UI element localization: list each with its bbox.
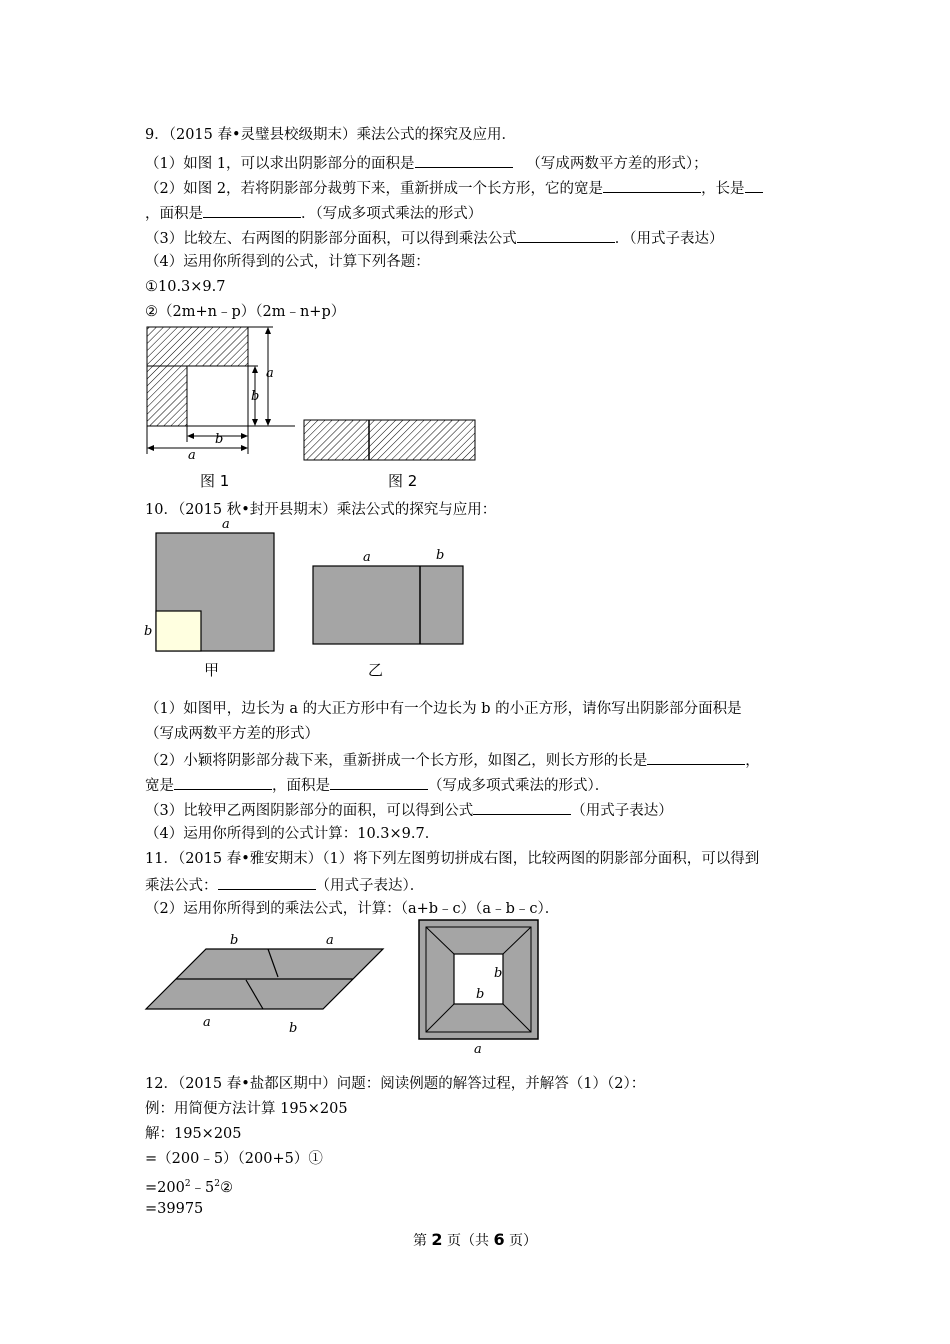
q9-calc2: ②（2m+n﹣p）（2m﹣n+p） (145, 304, 346, 320)
fig1-label-b-bottom: b (215, 432, 224, 447)
q9-figures (140, 322, 500, 492)
q10-part2-comma: ， (745, 753, 760, 769)
frame-label-b-bottom: b (476, 987, 485, 1002)
frame-label-a: a (474, 1042, 482, 1057)
page-footer (0, 1230, 950, 1250)
parallelogram-label-a: a (326, 933, 334, 948)
q10-part2 (145, 749, 760, 771)
q9-part2-text: （2）如图 2，若将阴影部分裁剪下来，重新拼成一个长方形，它的宽是 (145, 181, 604, 197)
q12-step2-base1: =200 (145, 1179, 185, 1196)
fig-yi-rectangle (313, 566, 463, 644)
answer-blank (415, 152, 513, 168)
fig-yi-label-b: b (436, 548, 445, 563)
q10-figures (140, 515, 480, 679)
q12-example: 例：用简便方法计算 195×205 (145, 1101, 348, 1117)
current-page-number: 2 (431, 1230, 443, 1249)
q9-part2-cont (145, 202, 482, 224)
q9-heading: 9．（2015 春•灵璧县校级期末）乘法公式的探究及应用． (145, 127, 517, 143)
q9-part2 (145, 177, 763, 199)
parallelogram-label-a-bottom: a (203, 1015, 211, 1030)
q11-part2: （2）运用你所得到的乘法公式，计算：（a+b﹣c）（a﹣b﹣c）． (145, 901, 560, 917)
frame-label-b-right: b (494, 966, 503, 981)
fig1-caption: 图 1 (200, 472, 230, 490)
answer-blank (330, 774, 428, 790)
answer-blank (174, 774, 272, 790)
q9-calc1: ①10.3×9.7 (145, 279, 226, 295)
answer-blank (203, 202, 301, 218)
answer-blank (517, 227, 615, 243)
parallelogram-label-b-bottom: b (289, 1021, 298, 1036)
fig-yi-label-a: a (363, 550, 371, 565)
q11-part1-text: 乘法公式： (145, 878, 218, 894)
q10-part3-text: （3）比较甲乙两图阴影部分的面积，可以得到公式 (145, 803, 474, 819)
q9-part3-text: （3）比较左、右两图的阴影部分面积，可以得到乘法公式 (145, 231, 517, 247)
fig1-label-b: b (251, 389, 260, 404)
q10-part1-note: （写成两数平方差的形式） (145, 726, 319, 742)
q12-step1: =（200﹣5）（200+5）① (145, 1151, 323, 1167)
q10-part3 (145, 799, 673, 821)
fig-jia-small-square (156, 611, 201, 651)
fig1-label-a: a (266, 366, 274, 381)
q9-part2-length: ，长是 (701, 181, 745, 197)
q9-part3-note: ．（用式子表达） (614, 231, 724, 247)
answer-blank (473, 799, 571, 815)
answer-blank (745, 177, 763, 193)
q10-heading: 10．（2015 秋•封开县期末）乘法公式的探究与应用： (145, 502, 497, 518)
q9-part2-note: ．（写成多项式乘法的形式） (301, 206, 483, 222)
q9-part1 (145, 152, 708, 174)
q11-heading: 11．（2015 春•雅安期末）（1）将下列左图剪切拼成右图，比较两图的阴影部分面积，可以得到 (145, 851, 760, 867)
q10-part2-text: （2）小颖将阴影部分裁下来，重新拼成一个长方形，如图乙，则长方形的长是 (145, 753, 648, 769)
fig1-label-a-bottom: a (188, 448, 196, 463)
q11-part1-note: （用式子表达）． (315, 878, 425, 894)
answer-blank (647, 749, 745, 765)
q12-solution: 解：195×205 (145, 1126, 242, 1142)
q9-part4: （4）运用你所得到的公式，计算下列各题： (145, 254, 430, 270)
q12-step2-exp2: 2 (214, 1179, 221, 1189)
fig-yi-caption: 乙 (368, 661, 384, 679)
total-pages-number: 6 (493, 1230, 505, 1249)
fig2-rectangle (304, 420, 475, 460)
fig1-top-strip (147, 327, 248, 366)
q9-part1-note: （写成两数平方差的形式）； (526, 156, 708, 172)
fig2-caption: 图 2 (388, 472, 418, 490)
q10-part2-width: 宽是 (145, 778, 174, 794)
q12-step2 (145, 1174, 233, 1198)
q10-part2-area: ，面积是 (272, 778, 330, 794)
fig1-left-strip (147, 366, 187, 426)
q11-part1 (145, 874, 424, 896)
fig-jia-label-a: a (222, 517, 230, 532)
footer-suffix: 页） (504, 1233, 538, 1249)
q10-part4: （4）运用你所得到的公式计算：10.3×9.7． (145, 826, 440, 842)
q12-step2-exp1: 2 (184, 1179, 191, 1189)
answer-blank (603, 177, 701, 193)
q9-part1-text: （1）如图 1，可以求出阴影部分的面积是 (145, 156, 415, 172)
q9-part3 (145, 227, 723, 249)
q12-step2-base2: ﹣5 (190, 1179, 215, 1196)
q10-part2-cont (145, 774, 609, 796)
q10-part1: （1）如图甲，边长为 a 的大正方形中有一个边长为 b 的小正方形，请你写出阴影部分面积是 (145, 701, 742, 717)
q12-step3: =39975 (145, 1201, 204, 1217)
parallelogram-label-b: b (230, 933, 239, 948)
q9-part2-area: ，面积是 (145, 206, 203, 222)
footer-prefix: 第 (412, 1233, 432, 1249)
fig-jia-label-b: b (144, 624, 153, 639)
q10-part2-note: （写成多项式乘法的形式）． (428, 778, 610, 794)
q12-heading: 12．（2015 春•盐都区期中）问题：阅读例题的解答过程，并解答（1）（2）： (145, 1076, 646, 1092)
q10-part3-note: （用式子表达） (571, 803, 673, 819)
fig1-small-square (187, 366, 248, 426)
answer-blank (218, 874, 316, 890)
footer-middle: 页（共 (442, 1233, 494, 1249)
fig-jia-caption: 甲 (204, 661, 220, 679)
q11-figures (140, 918, 550, 1058)
q12-step2-mark: ② (220, 1179, 234, 1196)
